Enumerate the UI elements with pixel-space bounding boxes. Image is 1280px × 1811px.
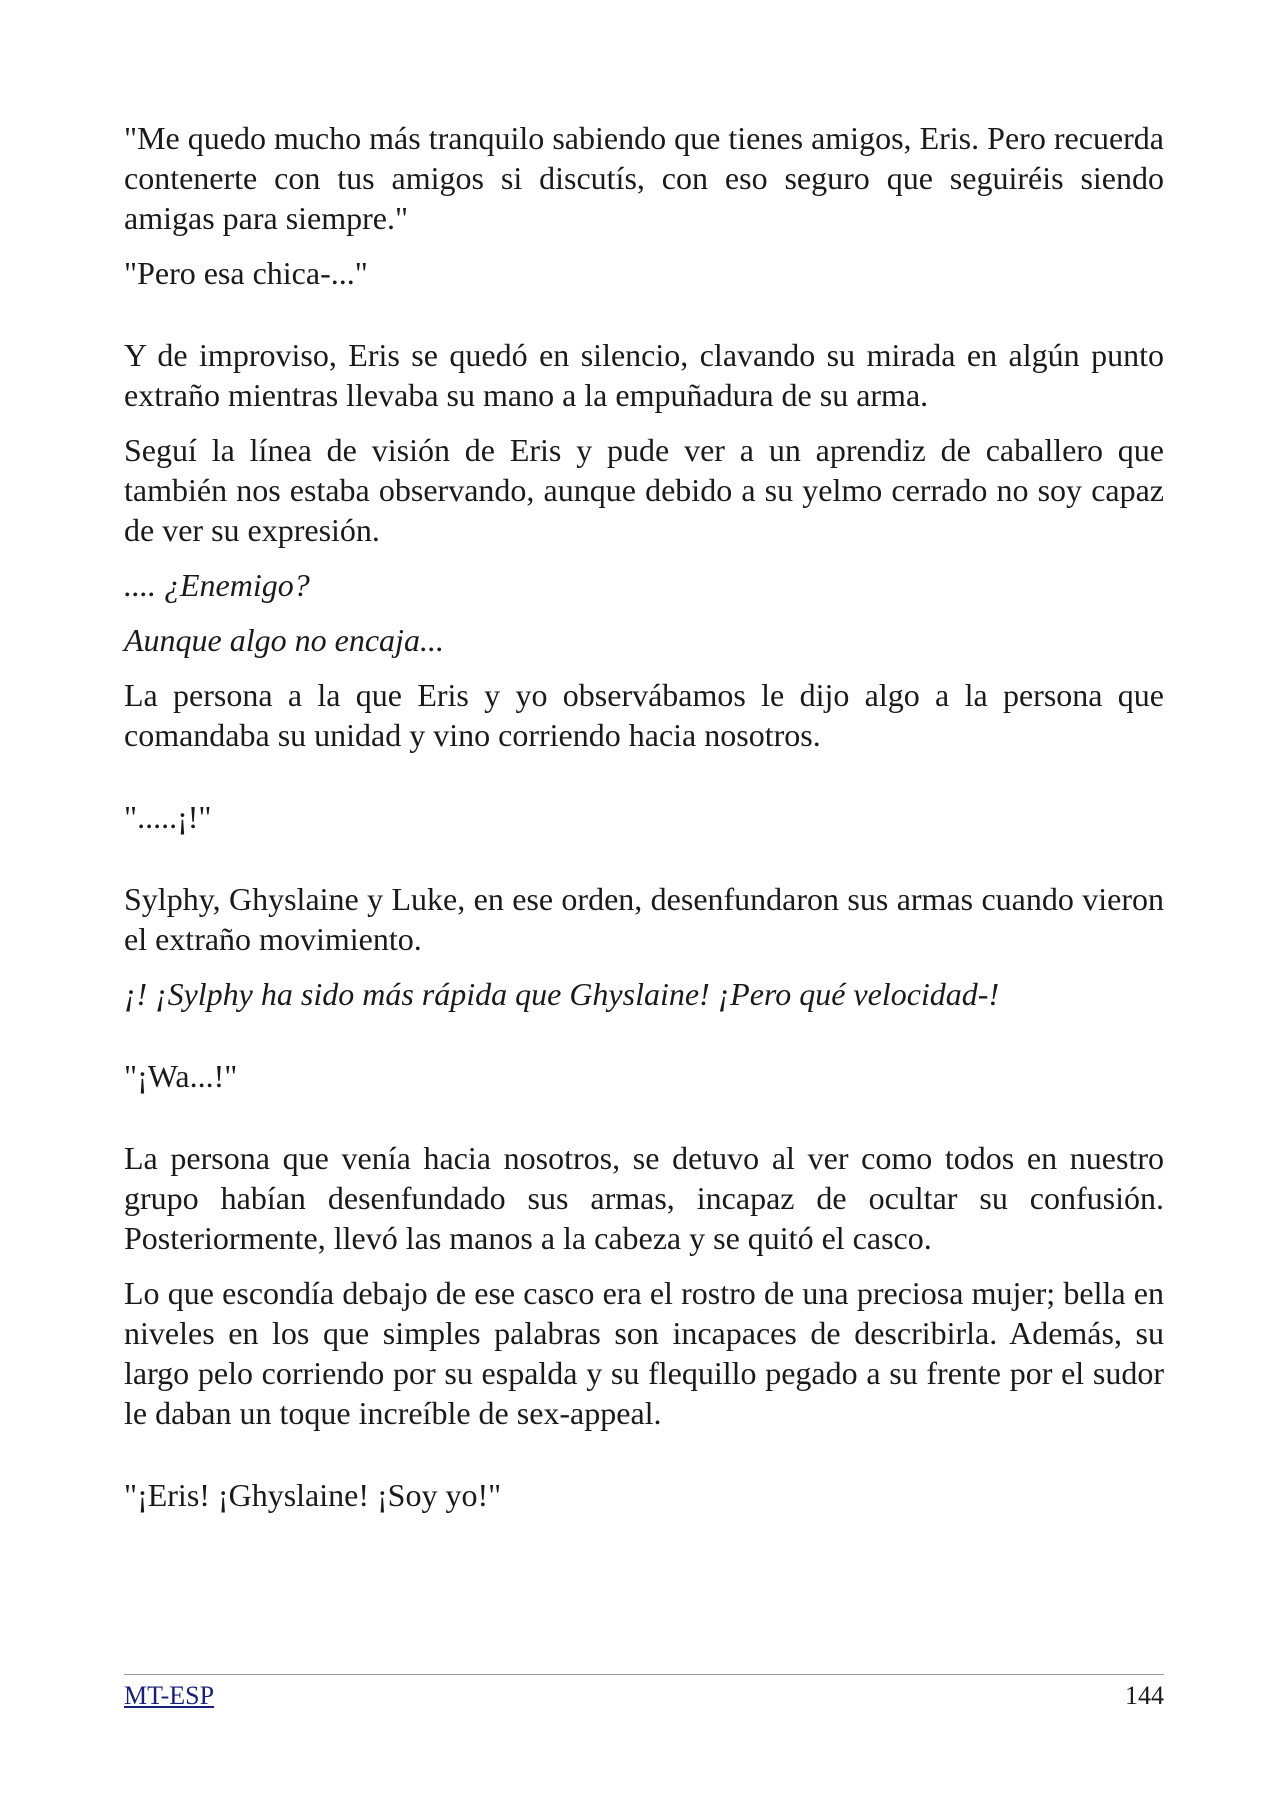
dialogue-line: "Pero esa chica-..." — [124, 255, 368, 291]
paragraph-2: Y de improviso, Eris se quedó en silencio, clavando su mirada en algún punto extraño mientras llevaba su mano a la empuñadura de su arma. — [124, 337, 1164, 413]
paragraph-5: Sylphy, Ghyslaine y Luke, en ese orden, desenfundaron sus armas cuando vieron el extraño movimiento. — [124, 881, 1164, 957]
page-body — [124, 118, 1164, 1530]
page-footer — [124, 1674, 1164, 1710]
inner-thought-1: .... ¿Enemigo? — [124, 567, 310, 603]
dialogue-line: "¡Wa...!" — [124, 1058, 238, 1094]
footer-link[interactable]: MT-ESP — [124, 1681, 215, 1710]
dialogue-line: ".....¡!" — [124, 799, 212, 835]
paragraph-7: Lo que escondía debajo de ese casco era el rostro de una preciosa mujer; bella en niveles en los que simples palabras son incapaces de describirla. Además, su largo pelo corriendo por su espalda y su flequillo pegado a su frente por el sudor le daban un toque increíble de sex-appeal. — [124, 1275, 1164, 1431]
paragraph-3: Seguí la línea de visión de Eris y pude ver a un aprendiz de caballero que también nos estaba observando, aunque debido a su yelmo cerrado no soy capaz de ver su expresión. — [124, 432, 1164, 548]
paragraph-6: La persona que venía hacia nosotros, se detuvo al ver como todos en nuestro grupo habían desenfundado sus armas, incapaz de ocultar su confusión. Posteriormente, llevó las manos a la cabeza y se quitó el casco. — [124, 1140, 1164, 1256]
inner-thought-2: Aunque algo no encaja... — [124, 622, 444, 658]
dialogue-line: "¡Eris! ¡Ghyslaine! ¡Soy yo!" — [124, 1477, 502, 1513]
paragraph-4: La persona a la que Eris y yo observábamos le dijo algo a la persona que comandaba su unidad y vino corriendo hacia nosotros. — [124, 677, 1164, 753]
inner-thought-3: ¡! ¡Sylphy ha sido más rápida que Ghyslaine! ¡Pero qué velocidad-! — [124, 976, 1000, 1012]
paragraph-1: "Me quedo mucho más tranquilo sabiendo que tienes amigos, Eris. Pero recuerda contenerte con tus amigos si discutís, con eso seguro que seguiréis siendo amigas para siempre." — [124, 120, 1164, 236]
page-number: 144 — [1125, 1681, 1164, 1710]
